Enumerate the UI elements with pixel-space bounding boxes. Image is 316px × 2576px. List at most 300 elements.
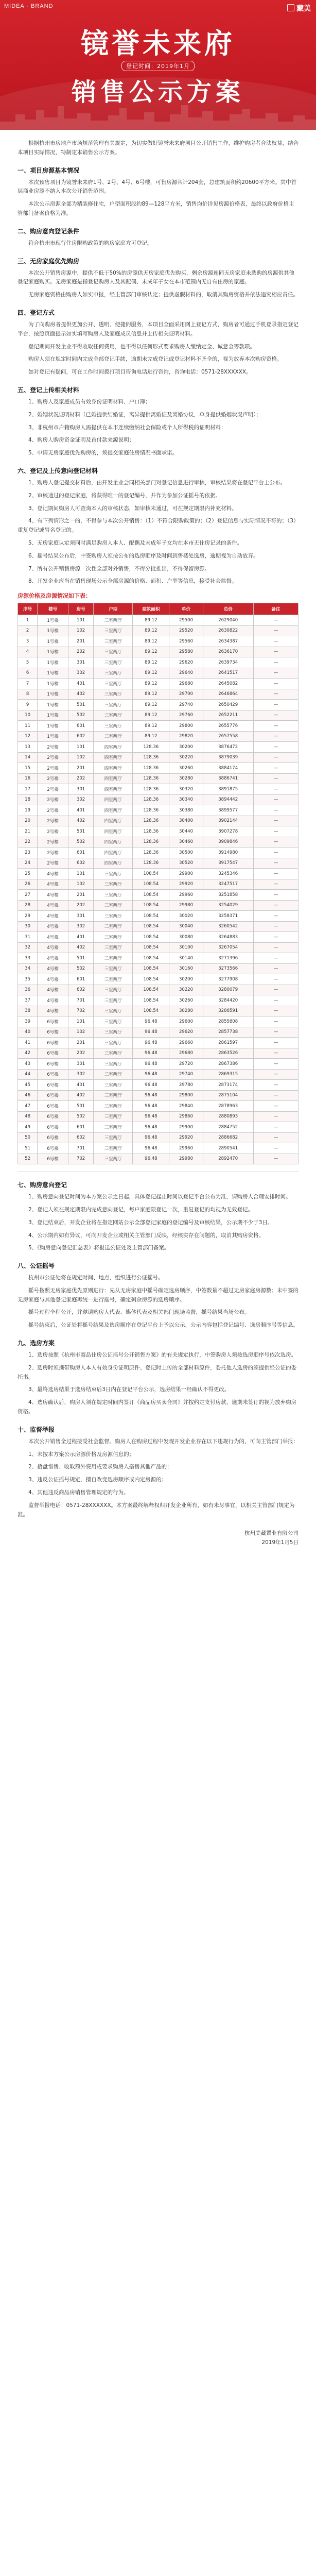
table-cell: 2875104 [203,1090,253,1101]
table-cell: 29740 [169,700,203,710]
table-cell: 24 [18,858,38,869]
table-cell: — [253,1090,298,1101]
table-cell: — [253,1059,298,1070]
table-cell: 2 [18,625,38,636]
section-heading: 十、监督举报 [17,1426,55,1433]
table-cell: 4号楼 [38,921,68,932]
table-cell: 128.36 [133,816,169,826]
table-cell: 6号楼 [38,1122,68,1133]
table-cell: 101 [68,869,94,879]
table-column-header: 单价 [169,603,203,615]
table-cell: 7 [18,679,38,689]
table-row [18,942,299,953]
table-cell: 96.48 [133,1038,169,1048]
table-cell: 30280 [169,773,203,784]
section-paragraph: 3、登记结束后，开发企业将在指定网站公示全部登记家庭的登记编号及审核结果，公示期不少于3日。 [28,1219,273,1226]
table-row [18,963,299,974]
table-cell: 47 [18,1101,38,1112]
table-cell: 3899577 [203,805,253,816]
table-cell: 三室两厅 [94,1080,133,1091]
table-cell: 三室两厅 [94,1027,133,1038]
section-heading: 一、项目房源基本情况 [17,166,80,174]
table-cell: 89.12 [133,615,169,626]
table-cell: 108.54 [133,974,169,985]
table-cell: 89.12 [133,731,169,742]
table-cell: 三室两厅 [94,1016,133,1027]
table-cell: 602 [68,731,94,742]
table-cell: 201 [68,636,94,647]
table-cell: 3273566 [203,963,253,974]
table-cell: 2657558 [203,731,253,742]
table-cell: 301 [68,657,94,668]
table-cell: 29720 [169,1059,203,1070]
table-cell: 19 [18,805,38,816]
table-cell: — [253,636,298,647]
table-cell: 17 [18,784,38,795]
table-cell: 601 [68,721,94,732]
table-cell: 108.54 [133,942,169,953]
table-cell: — [253,625,298,636]
table-cell: — [253,752,298,763]
banner-subline-pill: 登记时间：2019年1月 [121,61,195,71]
table-cell: 202 [68,1048,94,1059]
table-cell: 89.12 [133,700,169,710]
table-column-header: 总价 [203,603,253,615]
table-cell: 29900 [169,1122,203,1133]
table-cell: 6号楼 [38,1038,68,1048]
table-row [18,752,299,763]
table-cell: 16 [18,773,38,784]
table-cell: 128.36 [133,837,169,848]
table-cell: 701 [68,995,94,1006]
table-cell: 4号楼 [38,890,68,901]
section-paragraph: 2、婚姻状况证明材料（已婚提供结婚证，离异提供离婚证及离婚协议，单身提供婚姻状况声明）； [28,411,261,418]
table-cell: 30020 [169,911,203,922]
table-cell: 502 [68,710,94,721]
table-cell: — [253,900,298,911]
table-cell: 三室两厅 [94,668,133,679]
table-cell: 401 [68,932,94,943]
table-cell: 39 [18,1016,38,1027]
table-cell: — [253,1006,298,1016]
table-cell: 89.12 [133,721,169,732]
section-paragraph: 7、所有公开销售房源一次性全部对外销售，不得分批推出，不得保留房源。 [28,565,210,572]
section-paragraph: 4、有下列情形之一的，不得参与本次公开销售：（1）不符合限购政策的；（2）登记信息与实际情况不符的；（3）重复登记或冒名登记的。 [17,518,296,534]
table-cell: 96.48 [133,1090,169,1101]
table-cell: 96.48 [133,1080,169,1091]
table-row [18,1027,299,1038]
table-row [18,1006,299,1016]
table-row [18,625,299,636]
table-cell: — [253,700,298,710]
table-cell: 29920 [169,1132,203,1143]
table-cell: 4号楼 [38,932,68,943]
table-cell: 601 [68,1122,94,1133]
table-cell: 501 [68,700,94,710]
table-row [18,985,299,995]
table-row [18,763,299,774]
section-paragraph: 为了向购房者提供更加公开、透明、便捷的服务，本项目全面采用网上登记方式，购房者可通过手机登录指定登记平台，按照页面提示如实填写购房人及家庭成员信息并上传相关证明材料。 [17,321,299,337]
table-cell: — [253,721,298,732]
table-cell: 29960 [169,1143,203,1154]
table-cell: — [253,679,298,689]
table-row [18,647,299,657]
table-cell: 6号楼 [38,1027,68,1038]
table-cell: 3886741 [203,773,253,784]
table-cell: 33 [18,953,38,964]
table-cell: 6号楼 [38,1059,68,1070]
table-cell: 三室两厅 [94,679,133,689]
section-paragraph: 6、摇号结果公布后，中签购房人须按公布的选房顺序及时间到售楼处选房，逾期视为自动放弃。 [28,552,259,559]
table-cell: — [253,657,298,668]
table-cell: — [253,1069,298,1080]
table-cell: — [253,1111,298,1122]
table-cell: 29640 [169,668,203,679]
table-cell: 13 [18,742,38,753]
brand-mark-icon [287,4,294,11]
table-cell: 4号楼 [38,869,68,879]
table-cell: — [253,890,298,901]
table-cell: — [253,848,298,858]
table-cell: 30500 [169,848,203,858]
section-paragraph: 登记期间开发企业不得收取任何费用，也不得以任何形式要求购房人缴纳定金、诚意金等款项。 [28,343,255,350]
table-cell: 3907278 [203,826,253,837]
table-row [18,869,299,879]
table-cell: 1号楼 [38,625,68,636]
table-cell: 三室两厅 [94,1143,133,1154]
table-row [18,1154,299,1164]
table-row [18,1038,299,1048]
table-row [18,1059,299,1070]
table-cell: 96.48 [133,1154,169,1164]
section-paragraph: 本次预售项目为镜誉未来府1号、2号、4号、6号楼，可售房源共计204套，总建筑面积约20600平方米。其中首层商业房源不纳入本次公开销售范围。 [17,179,297,195]
table-cell: 36 [18,985,38,995]
table-row [18,932,299,943]
table-cell: 30460 [169,837,203,848]
table-cell: 2878963 [203,1101,253,1112]
table-cell: 41 [18,1038,38,1048]
table-cell: 501 [68,1101,94,1112]
table-cell: 3 [18,636,38,647]
section-paragraph: 1、购房意向登记时间为本方案公示之日起，具体登记起止时间以登记平台公布为准，请购房人合理安排时间。 [28,1194,291,1200]
table-cell: 501 [68,826,94,837]
project-title: 镜誉未来府 [81,27,235,60]
table-cell: 2号楼 [38,816,68,826]
table-cell: — [253,773,298,784]
section-paragraph: 5、《购房意向登记汇总表》将报送公证处及主管部门备案。 [28,1245,170,1251]
table-row [18,1080,299,1091]
table-row [18,900,299,911]
table-cell: 52 [18,1154,38,1164]
table-cell: 四室两厅 [94,848,133,858]
table-cell: 27 [18,890,38,901]
table-cell: 29680 [169,679,203,689]
table-cell: 三室两厅 [94,932,133,943]
table-cell: 30 [18,921,38,932]
table-cell: 三室两厅 [94,1069,133,1080]
table-cell: 30260 [169,995,203,1006]
table-cell: 3286591 [203,1006,253,1016]
table-cell: 128.36 [133,752,169,763]
room-table-heading: 房源价格及房源情况如下表： [17,592,91,600]
table-cell: 四室两厅 [94,837,133,848]
table-cell: 三室两厅 [94,879,133,890]
table-cell: 三室两厅 [94,869,133,879]
table-cell: 108.54 [133,900,169,911]
table-cell: 30160 [169,963,203,974]
table-column-header: 房号 [68,603,94,615]
table-cell: 108.54 [133,1006,169,1016]
footer-spacer [17,1547,299,1568]
table-cell: 101 [68,742,94,753]
table-cell: 11 [18,721,38,732]
section-paragraph: 无房家庭资格由购房人如实申报，经主管部门审核认定；提供虚假材料的，取消其购房资格并依法追究相应责任。 [28,292,299,298]
table-cell: 三室两厅 [94,636,133,647]
table-cell: 202 [68,900,94,911]
section-paragraph: 摇号按照无房家庭优先原则进行：先从无房家庭中摇号确定选房顺序，中签数量不超过无房家庭房源数；未中签的无房家庭与其他登记家庭再统一进行摇号，确定剩余房源的选房顺序。 [17,1287,299,1303]
table-cell: 2号楼 [38,752,68,763]
table-cell: 三室两厅 [94,1154,133,1164]
table-cell: 301 [68,911,94,922]
table-cell: 108.54 [133,879,169,890]
section-paragraph: 1、选房按照《杭州市商品住房公证摇号公开销售方案》的有关规定执行，中签购房人须按选房顺序号依次选房。 [28,1352,297,1359]
section-paragraph: 如对登记有疑问，可在工作时间拨打项目咨询电话进行咨询，咨询电话：0571-28XXXXXX。 [28,369,252,376]
section-paragraph: 3、非杭州市户籍购房人需提供在本市连续缴纳社会保险或个人所得税的证明材料； [28,424,226,431]
intro-paragraph: 根据杭州市房地产市场规范管理有关规定，为切实做好镜誉未来府项目公开销售工作，维护购房者合法权益，结合本项目实际情况，特制定本销售公示方案。 [17,140,299,156]
table-cell: — [253,826,298,837]
room-price-table [17,603,299,1164]
table-cell: 108.54 [133,921,169,932]
section-heading: 八、公证摇号 [17,1262,55,1270]
table-cell: 30260 [169,763,203,774]
table-cell: 1号楼 [38,689,68,700]
table-cell: 6号楼 [38,1090,68,1101]
table-cell: 14 [18,752,38,763]
table-column-header: 序号 [18,603,38,615]
table-cell: 2号楼 [38,742,68,753]
table-cell: 10 [18,710,38,721]
table-row [18,1111,299,1122]
table-cell: 30040 [169,921,203,932]
table-cell: 29580 [169,647,203,657]
table-cell: 2861597 [203,1038,253,1048]
table-cell: 30080 [169,932,203,943]
table-cell: 三室两厅 [94,953,133,964]
table-cell: 6号楼 [38,1080,68,1091]
table-cell: 30100 [169,942,203,953]
table-cell: — [253,1048,298,1059]
table-cell: 601 [68,848,94,858]
table-cell: 四室两厅 [94,752,133,763]
table-row [18,858,299,869]
table-cell: 四室两厅 [94,784,133,795]
table-row [18,911,299,922]
table-cell: 128.36 [133,794,169,805]
table-cell: 40 [18,1027,38,1038]
section-paragraph: 1、购房人登记提交材料后，由开发企业会同相关部门对登记信息进行审核，审核结果将在登记平台上公布。 [28,479,286,486]
table-cell: 602 [68,858,94,869]
table-cell: 89.12 [133,625,169,636]
table-cell: 302 [68,668,94,679]
table-cell: 29 [18,911,38,922]
table-cell: 302 [68,1069,94,1080]
table-cell: 45 [18,1080,38,1091]
table-cell: 96.48 [133,1143,169,1154]
table-cell: 2号楼 [38,837,68,848]
table-cell: 三室两厅 [94,721,133,732]
table-cell: 3277908 [203,974,253,985]
table-cell: 30220 [169,985,203,995]
section-paragraph: 2、选房时须携带购房人本人有效身份证明原件、登记时上传的全部材料原件，委托他人选房的须提供经公证的委托书。 [17,1364,297,1380]
table-cell: 18 [18,794,38,805]
table-cell: 3251858 [203,890,253,901]
table-cell: 1号楼 [38,679,68,689]
table-row [18,679,299,689]
table-cell: 2880893 [203,1111,253,1122]
table-cell: 6号楼 [38,1111,68,1122]
section-heading: 九、选房方案 [17,1340,55,1347]
table-cell: 30200 [169,742,203,753]
table-cell: 三室两厅 [94,647,133,657]
table-cell: 89.12 [133,689,169,700]
table-cell: 102 [68,1027,94,1038]
table-cell: 29820 [169,731,203,742]
table-cell: — [253,1143,298,1154]
table-cell: 1号楼 [38,731,68,742]
table-row [18,848,299,858]
table-cell: 96.48 [133,1069,169,1080]
table-cell: 202 [68,647,94,657]
table-cell: 3891875 [203,784,253,795]
table-cell: 三室两厅 [94,625,133,636]
section-heading: 六、登记及上传意向登记材料 [17,467,98,474]
table-cell: 2号楼 [38,794,68,805]
table-cell: 三室两厅 [94,1090,133,1101]
table-cell: 3267054 [203,942,253,953]
table-row [18,636,299,647]
table-cell: 3245346 [203,869,253,879]
brand-logo-left: MIDEA · BRAND [4,3,54,9]
table-cell: 6号楼 [38,1143,68,1154]
table-cell: 四室两厅 [94,763,133,774]
table-cell: 128.36 [133,763,169,774]
table-cell: 2号楼 [38,773,68,784]
banner-subline [0,61,316,71]
table-cell: 48 [18,1111,38,1122]
table-cell: 51 [18,1143,38,1154]
table-row [18,731,299,742]
table-cell: 4号楼 [38,879,68,890]
table-cell: 三室两厅 [94,1038,133,1048]
table-cell: 89.12 [133,636,169,647]
table-cell: 2873174 [203,1080,253,1091]
table-row [18,1132,299,1143]
table-cell: 702 [68,1154,94,1164]
table-row [18,794,299,805]
table-cell: 128.36 [133,742,169,753]
table-cell: 1号楼 [38,700,68,710]
table-cell: 702 [68,1006,94,1016]
table-cell: — [253,995,298,1006]
section-paragraph: 4、其他违反商品房销售管理规定的行为。 [28,1489,129,1496]
signature-company: 杭州美藏置业有限公司 [244,1530,299,1537]
table-row [18,1101,299,1112]
table-cell: 30400 [169,816,203,826]
notice-sections-part1 [17,166,299,587]
table-cell: 3260542 [203,921,253,932]
table-cell: — [253,879,298,890]
table-cell: 502 [68,963,94,974]
table-cell: 2636170 [203,647,253,657]
table-cell: 101 [68,615,94,626]
table-cell: 34 [18,963,38,974]
table-cell: 3894442 [203,794,253,805]
table-cell: 三室两厅 [94,911,133,922]
table-cell: — [253,816,298,826]
table-cell: 128.36 [133,784,169,795]
table-cell: 96.48 [133,1016,169,1027]
table-cell: 102 [68,879,94,890]
table-cell: 三室两厅 [94,942,133,953]
table-cell: 128.36 [133,858,169,869]
table-cell: 30220 [169,752,203,763]
table-cell: 29860 [169,1111,203,1122]
table-cell: 1号楼 [38,668,68,679]
table-cell: 9 [18,700,38,710]
table-cell: 4号楼 [38,963,68,974]
table-cell: 2646864 [203,689,253,700]
table-cell: 四室两厅 [94,773,133,784]
table-cell: 3254029 [203,900,253,911]
table-row [18,1122,299,1133]
notice-content [0,130,316,1568]
table-cell: — [253,1027,298,1038]
table-cell: 30340 [169,794,203,805]
table-cell: — [253,1101,298,1112]
table-cell: 108.54 [133,953,169,964]
table-cell: 2886682 [203,1132,253,1143]
table-cell: 1号楼 [38,721,68,732]
table-cell: 96.48 [133,1059,169,1070]
table-row [18,784,299,795]
table-cell: 108.54 [133,985,169,995]
table-cell: 2884752 [203,1122,253,1133]
table-cell: 4号楼 [38,1006,68,1016]
table-row [18,837,299,848]
table-row [18,710,299,721]
table-cell: 四室两厅 [94,858,133,869]
table-cell: 29980 [169,900,203,911]
table-cell: 3876472 [203,742,253,753]
table-cell: 4 [18,647,38,657]
table-cell: 30380 [169,805,203,816]
table-cell: — [253,963,298,974]
table-cell: 302 [68,794,94,805]
table-cell: 2号楼 [38,858,68,869]
table-cell: 402 [68,689,94,700]
table-cell: — [253,710,298,721]
table-cell: 3879039 [203,752,253,763]
table-cell: — [253,911,298,922]
table-cell: 46 [18,1090,38,1101]
section-heading: 四、登记方式 [17,309,55,316]
table-cell: 3264883 [203,932,253,943]
table-cell: 29500 [169,615,203,626]
table-cell: 30520 [169,858,203,869]
table-cell: 2652211 [203,710,253,721]
section-paragraph: 4、公示期内如有异议，可向开发企业或相关主管部门反映，经核实存在问题的，取消其购房资格。 [28,1232,265,1239]
table-cell: 128.36 [133,826,169,837]
